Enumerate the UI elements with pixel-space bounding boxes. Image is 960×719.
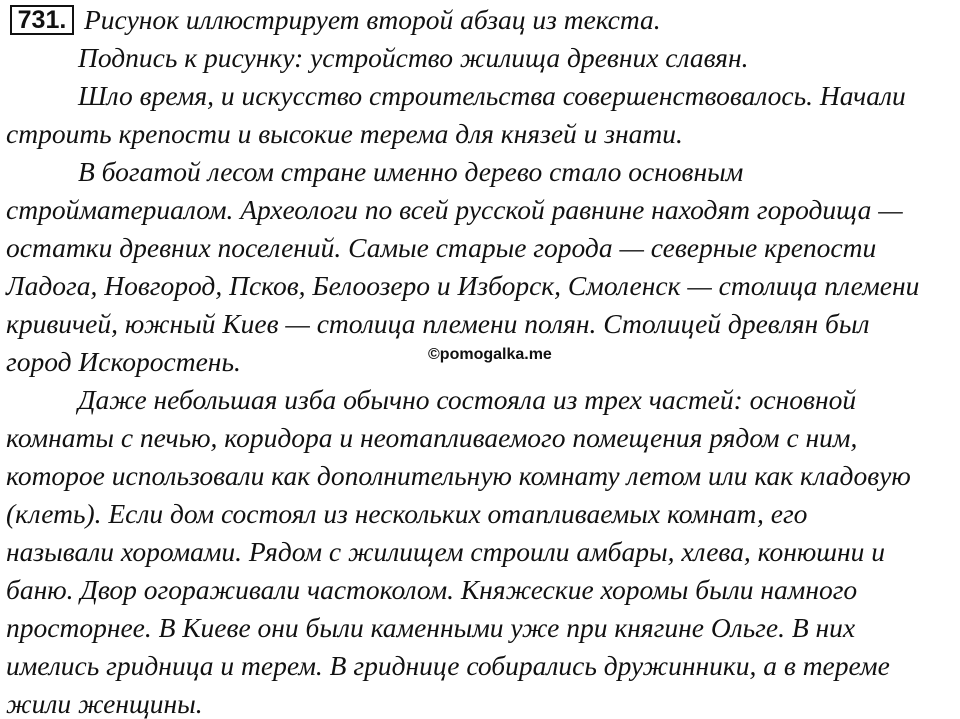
text-line: просторнее. В Киеве они были каменными уже при княгине Ольге. В них [6,612,856,643]
text-line: В богатой лесом стране именно дерево стало основным [78,156,744,187]
text-line: Подпись к рисунку: устройство жилища древних славян. [78,42,749,73]
text-line: город Искоростень. [6,346,241,377]
text-line: остатки древних поселений. Самые старые города — северные крепости [6,232,877,263]
text-line: стройматериалом. Археологи по всей русской равнине находят городища — [6,194,903,225]
text-line: которое использовали как дополнительную комнату летом или как кладовую [6,460,911,491]
watermark: ©pomogalka.me [428,346,552,363]
text-line: Рисунок иллюстрирует второй абзац из текста. [84,4,661,35]
text-line: Даже небольшая изба обычно состояла из трех частей: основной [78,384,857,415]
text-line: называли хоромами. Рядом с жилищем строили амбары, хлева, конюшни и [6,536,886,567]
text-line: строить крепости и высокие терема для князей и знати. [6,118,683,149]
text-line: баню. Двор огораживали частоколом. Княжеские хоромы были намного [6,574,858,605]
text-line: комнаты с печью, коридора и неотапливаемого помещения рядом с ним, [6,422,858,453]
text-line: имелись гридница и терем. В гриднице собирались дружинники, а в тереме [6,650,890,681]
text-line: Шло время, и искусство строительства совершенствовалось. Начали [78,80,906,111]
text-line: кривичей, южный Киев — столица племени полян. Столицей древлян был [6,308,870,339]
text-line: (клеть). Если дом состоял из нескольких отапливаемых комнат, его [6,498,808,529]
text-line: жили женщины. [6,688,203,719]
exercise-number-box: 731. [10,5,74,35]
text-line: Ладога, Новгород, Псков, Белоозеро и Изборск, Смоленск — столица племени [6,270,920,301]
